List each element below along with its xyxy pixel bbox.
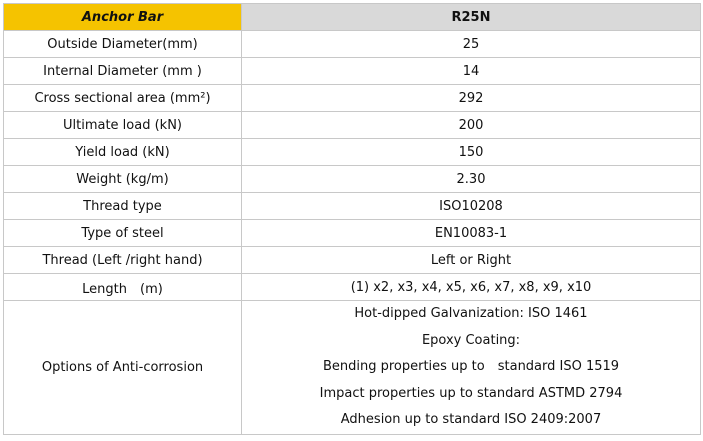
row-value: (1) x2, x3, x4, x5, x6, x7, x8, x9, x10 [242,274,701,301]
row-label: Internal Diameter (mm ) [4,58,242,85]
options-label: Options of Anti-corrosion [4,301,242,435]
options-list [242,301,701,435]
option-item: Adhesion up to standard ISO 2409:2007 [340,412,602,428]
row-label: Type of steel [4,220,242,247]
row-label: Weight (kg/m) [4,166,242,193]
table-row [4,166,701,193]
row-value: Left or Right [242,247,701,274]
row-value: 200 [242,112,701,139]
row-value: 292 [242,85,701,112]
row-value: 150 [242,139,701,166]
table-row [4,58,701,85]
option-item: Bending properties up to standard ISO 1519 [322,359,620,375]
row-value: 2.30 [242,166,701,193]
table-row [4,31,701,58]
header-anchor-bar: Anchor Bar [4,4,242,31]
options-row [4,301,701,435]
option-item: Epoxy Coating: [421,332,521,348]
row-label: Outside Diameter(mm) [4,31,242,58]
table-row [4,247,701,274]
table-row [4,193,701,220]
header-model: R25N [242,4,701,31]
row-value: 14 [242,58,701,85]
row-label: Yield load (kN) [4,139,242,166]
row-value: 25 [242,31,701,58]
row-label: Ultimate load (kN) [4,112,242,139]
table-row [4,112,701,139]
row-label: Length (m) [4,274,242,301]
table-row [4,85,701,112]
option-item: Impact properties up to standard ASTMD 2794 [319,385,623,401]
row-label: Thread (Left /right hand) [4,247,242,274]
row-value: EN10083-1 [242,220,701,247]
table-row [4,139,701,166]
row-label: Thread type [4,193,242,220]
table-row [4,220,701,247]
table-row [4,274,701,301]
spec-table [3,3,701,435]
table-header-row [4,4,701,31]
row-label: Cross sectional area (mm²) [4,85,242,112]
row-value: ISO10208 [242,193,701,220]
option-item: Hot-dipped Galvanization: ISO 1461 [354,306,588,321]
